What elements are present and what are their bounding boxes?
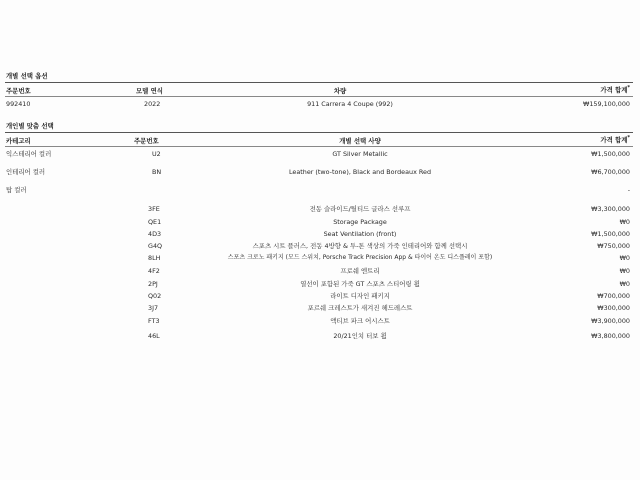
category-top-label: 탑 컬러 [6, 186, 27, 194]
option-name: 라이트 디자인 패키지 [330, 292, 390, 300]
header-order-no: 주문번호 [6, 87, 31, 95]
option-code: 3FE [148, 205, 160, 213]
option-price: ₩0 [619, 254, 630, 262]
header-option-total-price: 가격 합계* [600, 134, 630, 144]
order-no-value: 992410 [6, 100, 31, 108]
category-interior-code: BN [152, 168, 162, 176]
header-vehicle: 차량 [333, 87, 347, 95]
option-name: 전동 슬라이드/틸티드 글라스 선루프 [309, 205, 411, 213]
divider [5, 132, 633, 133]
total-price-value: ₩159,100,000 [583, 100, 630, 108]
option-name: Storage Package [333, 218, 387, 226]
option-name: 스포츠 시트 플러스, 전동 4방향 & 투-톤 색상의 가죽 인테리어와 함께 선택시 [252, 242, 468, 250]
category-top-price: - [627, 186, 630, 194]
category-interior-label: 인테리어 컬러 [6, 168, 46, 176]
option-name: 액티브 파크 어시스트 [330, 317, 390, 325]
option-price: ₩3,900,000 [591, 317, 630, 325]
option-name: 열선이 포함된 가죽 GT 스포츠 스티어링 휠 [300, 280, 420, 288]
header-model-year: 모델 연식 [136, 87, 163, 95]
section-title-config: 개별 선택 옵션 [6, 72, 48, 80]
option-code: 4D3 [148, 230, 162, 238]
option-code: G4Q [148, 242, 163, 250]
divider [5, 96, 633, 97]
option-price: ₩3,800,000 [591, 332, 630, 340]
option-name: Seat Ventilation (front) [323, 230, 397, 238]
header-option-order-no: 주문번호 [134, 137, 159, 145]
option-price: ₩0 [619, 267, 630, 275]
category-exterior-price: ₩1,500,000 [591, 150, 630, 158]
category-interior-name: Leather (two-tone), Black and Bordeaux Red [288, 168, 432, 176]
option-code: 4F2 [148, 267, 160, 275]
model-year-value: 2022 [144, 100, 161, 108]
header-option-name: 개별 선택 사양 [339, 137, 381, 145]
option-code: 8LH [148, 254, 161, 262]
option-price: ₩3,300,000 [591, 205, 630, 213]
category-interior-price: ₩6,700,000 [591, 168, 630, 176]
category-exterior-code: U2 [152, 150, 161, 158]
divider [5, 82, 633, 83]
option-name: 스포츠 크로노 패키지 (모드 스위치, Porsche Track Precision App & 타이어 온도 디스플레이 포함) [227, 254, 493, 261]
header-category: 카테고리 [6, 137, 31, 145]
option-price: ₩0 [619, 218, 630, 226]
option-code: 2PJ [148, 280, 158, 288]
option-code: QE1 [148, 218, 162, 226]
vehicle-value: 911 Carrera 4 Coupe (992) [307, 100, 393, 108]
option-price: ₩0 [619, 280, 630, 288]
category-exterior-label: 익스테리어 컬러 [6, 150, 52, 158]
option-name: 포르쉐 크레스트가 새겨진 헤드레스트 [307, 304, 413, 312]
option-code: FT3 [148, 317, 160, 325]
option-price: ₩700,000 [597, 292, 630, 300]
option-code: 46L [148, 332, 160, 340]
option-price: ₩750,000 [597, 242, 630, 250]
category-exterior-name: GT Silver Metallic [332, 150, 388, 158]
option-name: 프로쉐 엔트리 [340, 267, 380, 275]
option-name: 20/21인치 터보 휠 [333, 332, 387, 340]
header-total-price: 가격 합계* [600, 84, 630, 94]
option-price: ₩1,500,000 [591, 230, 630, 238]
divider [5, 146, 633, 147]
option-code: 3J7 [148, 304, 159, 312]
option-code: Q02 [148, 292, 162, 300]
section-title-custom: 개인별 맞춤 선택 [6, 122, 54, 130]
option-price: ₩300,000 [597, 304, 630, 312]
